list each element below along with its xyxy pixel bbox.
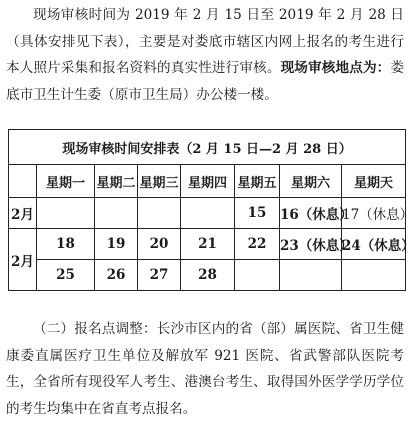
weekday-header-row <box>9 165 406 198</box>
date-cell: 27 <box>138 260 181 291</box>
date-cell: 20 <box>138 229 181 260</box>
schedule-table <box>8 129 415 291</box>
adjustment-paragraph: （二）报名点调整：长沙市区内的省（部）属医院、省卫生健康委直属医疗卫生单位及解放军 921 医院、省武警部队医院考生，全省所有现役军人考生、港澳台考生、取得国外医学学历学位的考生均集中在省直考点报名。 <box>6 321 404 417</box>
weekday-tuesday: 星期二 <box>95 165 138 198</box>
date-cell: 16（休息） <box>280 198 342 229</box>
date-cell: 21 <box>181 229 235 260</box>
table-title: 现场审核时间安排表（2 月 15 日—2 月 28 日） <box>9 130 406 165</box>
date-cell <box>181 198 235 229</box>
table-row <box>9 260 406 291</box>
date-cell: 28 <box>181 260 235 291</box>
date-cell <box>342 260 406 291</box>
date-cell: 22 <box>235 229 280 260</box>
date-cell <box>95 198 138 229</box>
intro-text: 现场审核时间为 2019 年 2 月 15 日至 2019 年 2 月 28 日（具体安排见下表），主要是对娄底市辖区内网上报名的考生进行本人照片采集和报名资料的真实性进行审核。 <box>6 7 404 76</box>
weekday-sunday: 星期天 <box>342 165 406 198</box>
location-text: 娄底市卫生计生委（原市卫生局）办公楼一楼。 <box>6 60 405 103</box>
date-cell <box>235 260 280 291</box>
date-cell: 15 <box>235 198 280 229</box>
weekday-friday: 星期五 <box>235 165 280 198</box>
location-label: 现场审核地点为： <box>280 60 391 76</box>
date-cell: 17（休息） <box>342 198 406 229</box>
date-cell: 26 <box>95 260 138 291</box>
month-label: 2月 <box>9 229 37 291</box>
corner-cell <box>9 165 37 198</box>
date-cell: 24（休息） <box>342 229 406 260</box>
weekday-thursday: 星期四 <box>181 165 235 198</box>
date-cell: 19 <box>95 229 138 260</box>
weekday-wednesday: 星期三 <box>138 165 181 198</box>
date-cell: 25 <box>37 260 95 291</box>
table-row <box>9 229 406 260</box>
weekday-saturday: 星期六 <box>280 165 342 198</box>
table-row <box>9 198 406 229</box>
month-label: 2月 <box>9 198 37 229</box>
weekday-monday: 星期一 <box>37 165 95 198</box>
date-cell: 18 <box>37 229 95 260</box>
date-cell <box>37 198 95 229</box>
date-cell: 23（休息） <box>280 229 342 260</box>
date-cell <box>138 198 181 229</box>
date-cell <box>280 260 342 291</box>
intro-paragraph <box>6 2 404 108</box>
